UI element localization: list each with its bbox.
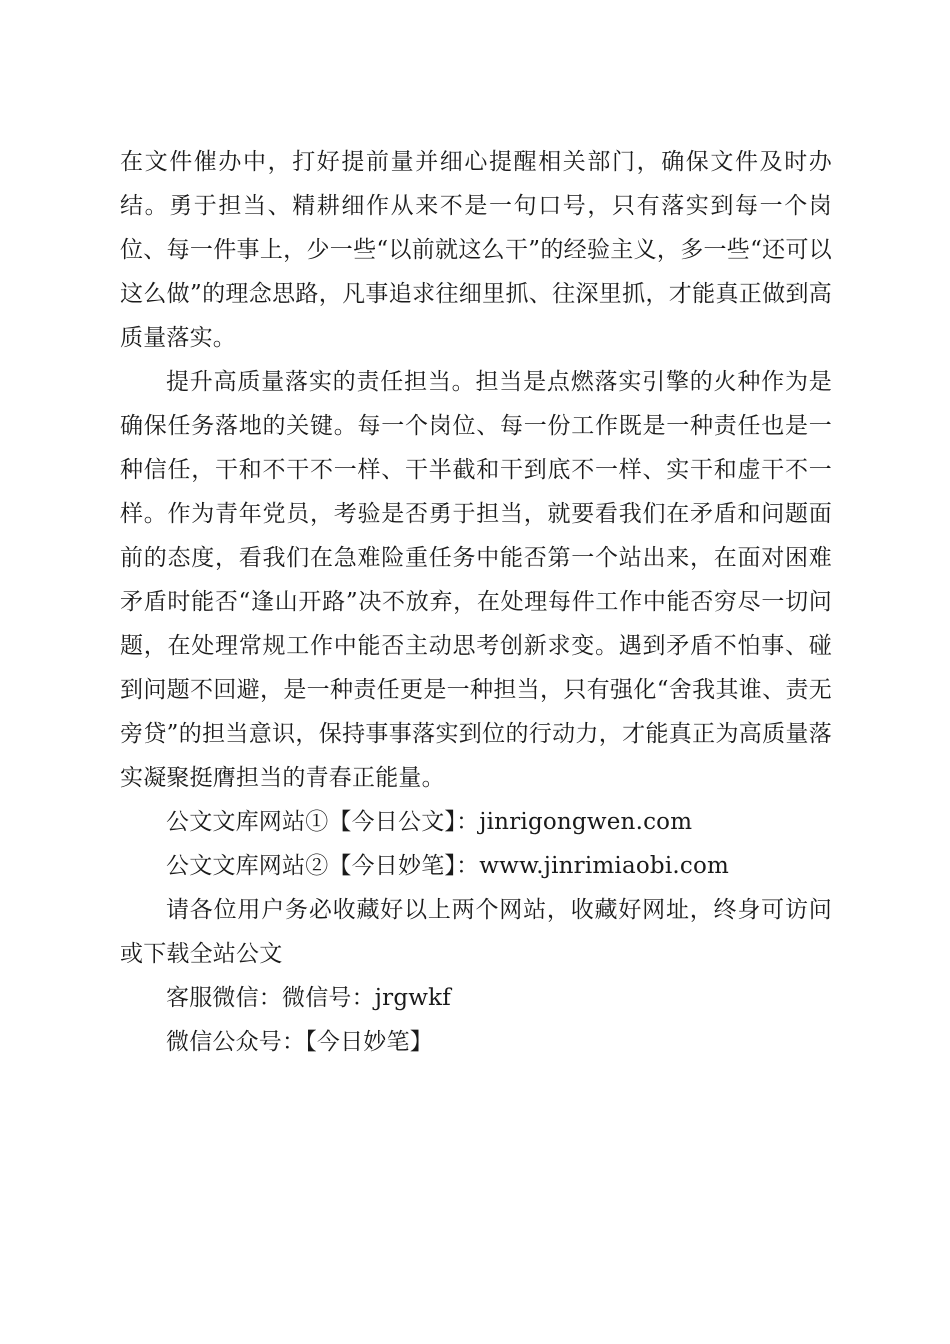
footer-site-1: 公文文库网站①【今日公文】：jinrigongwen.com — [166, 809, 693, 835]
footer-notice: 请各位用户务必收藏好以上两个网站，收藏好网址，终身可访问或下载全站公文 — [120, 897, 832, 967]
paragraph-responsibility: 提升高质量落实的责任担当。担当是点燃落实引擎的火种作为是确保任务落地的关键。每一个岗位、每一份工作既是一种责任也是一种信任，干和不干不一样、干半截和干到底不一样、实干和虚干不一样。作为青年党员，考验是否勇于担当，就要看我们在矛盾和问题面前的态度，看我们在急难险重任务中能否第一个站出来，在面对困难矛盾时能否“逢山开路”决不放弃，在处理每件工作中能否穷尽一切问题，在处理常规工作中能否主动思考创新求变。遇到矛盾不怕事、碰到问题不回避，是一种责任更是一种担当，只有强化“舍我其谁、责无旁贷”的担当意识，保持事事落实到位的行动力，才能真正为高质量落实凝聚挺膺担当的青春正能量。 — [120, 369, 832, 791]
paragraph-filing-followup: 在文件催办中，打好提前量并细心提醒相关部门，确保文件及时办结。勇于担当、精耕细作从来不是一句口号，只有落实到每一个岗位、每一件事上，少一些“以前就这么干”的经验主义，多一些“还可以这么做”的理念思路，凡事追求往细里抓、往深里抓，才能真正做到高质量落实。 — [120, 149, 832, 351]
footer-site-2: 公文文库网站②【今日妙笔】：www.jinrimiaobi.com — [166, 853, 730, 879]
document-body — [120, 140, 832, 1064]
footer-wechat-public: 微信公众号：【今日妙笔】 — [166, 1029, 433, 1055]
footer-wechat-service: 客服微信：微信号：jrgwkf — [166, 985, 451, 1011]
